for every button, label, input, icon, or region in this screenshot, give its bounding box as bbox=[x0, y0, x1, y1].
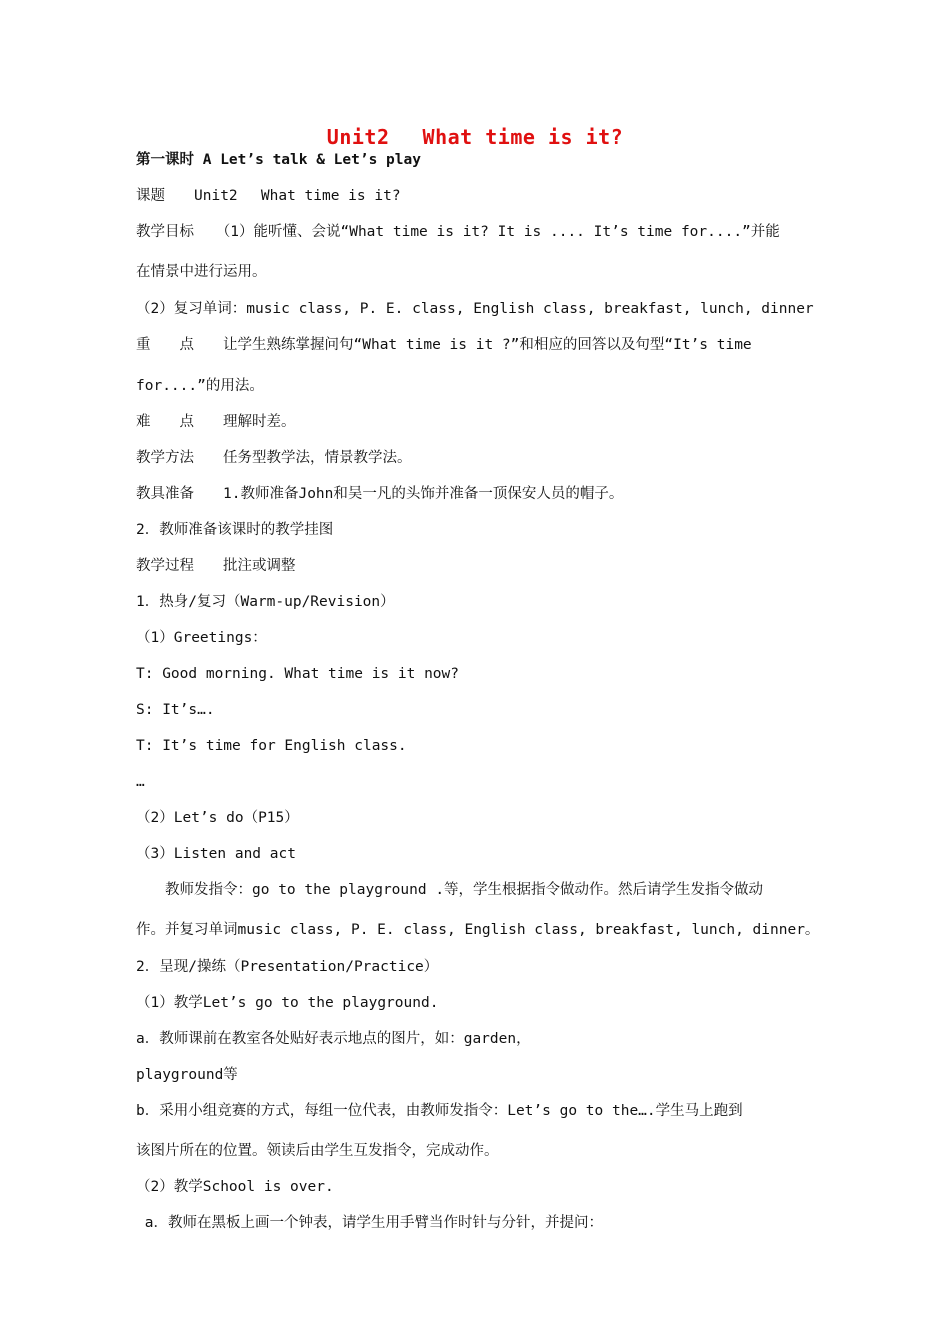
text-line: （2）教学School is over. bbox=[136, 1179, 334, 1195]
text-line: （2）Let’s do（P15） bbox=[136, 810, 299, 826]
text-line: 在情景中进行运用。 bbox=[136, 264, 267, 280]
text-line: T: Good morning. What time is it now? bbox=[136, 666, 460, 682]
text-line: … bbox=[136, 774, 145, 790]
text-line: 教师发指令：go to the playground .等，学生根据指令做动作。然后请学生发指令做动 bbox=[136, 882, 764, 898]
text-line: 2．教师准备该课时的教学挂图 bbox=[136, 522, 334, 538]
text-line: （3）Listen and act bbox=[136, 846, 296, 862]
text-line: 教具准备 1.教师准备John和吴一凡的头饰并准备一顶保安人员的帽子。 bbox=[136, 486, 624, 502]
text-line: b．采用小组竞赛的方式，每组一位代表，由教师发指令：Let’s go to the….学生马上跑到 bbox=[136, 1103, 743, 1119]
text-line: playground等 bbox=[136, 1067, 238, 1083]
text-line: （1）教学Let’s go to the playground. bbox=[136, 995, 439, 1011]
text-line: for....”的用法。 bbox=[136, 378, 264, 394]
text-line: 教学目标 （1）能听懂、会说“What time is it? It is .... It’s time for....”并能 bbox=[136, 224, 780, 240]
text-line: 教学方法 任务型教学法，情景教学法。 bbox=[136, 450, 412, 466]
text-line: a．教师在黑板上画一个钟表，请学生用手臂当作时针与分针，并提问： bbox=[136, 1215, 603, 1231]
lesson-subtitle: 第一课时 A Let’s talk & Let’s play bbox=[136, 152, 421, 168]
text-line: （2）复习单词：music class, P. E. class, English class, breakfast, lunch, dinner bbox=[136, 301, 814, 317]
text-line: （1）Greetings： bbox=[136, 630, 267, 646]
text-line: T: It’s time for English class. bbox=[136, 738, 407, 754]
text-line: 难 点 理解时差。 bbox=[136, 414, 296, 430]
text-line: a．教师课前在教室各处贴好表示地点的图片，如：garden， bbox=[136, 1031, 531, 1047]
document-title: Unit2 What time is it? bbox=[326, 125, 624, 149]
text-line: 1．热身/复习（Warm-up/Revision） bbox=[136, 594, 395, 610]
text-line: 课题 Unit2 What time is it? bbox=[136, 188, 401, 204]
text-line: 作。并复习单词music class, P. E. class, English class, breakfast, lunch, dinner。 bbox=[136, 922, 820, 938]
text-line: 重 点 让学生熟练掌握问句“What time is it ?”和相应的回答以及句型“It’s time bbox=[136, 337, 752, 353]
text-line: 教学过程 批注或调整 bbox=[136, 558, 296, 574]
text-line: 2．呈现/操练（Presentation/Practice） bbox=[136, 959, 439, 975]
text-line: 该图片所在的位置。领读后由学生互发指令，完成动作。 bbox=[136, 1143, 499, 1159]
text-line: S: It’s…. bbox=[136, 702, 215, 718]
